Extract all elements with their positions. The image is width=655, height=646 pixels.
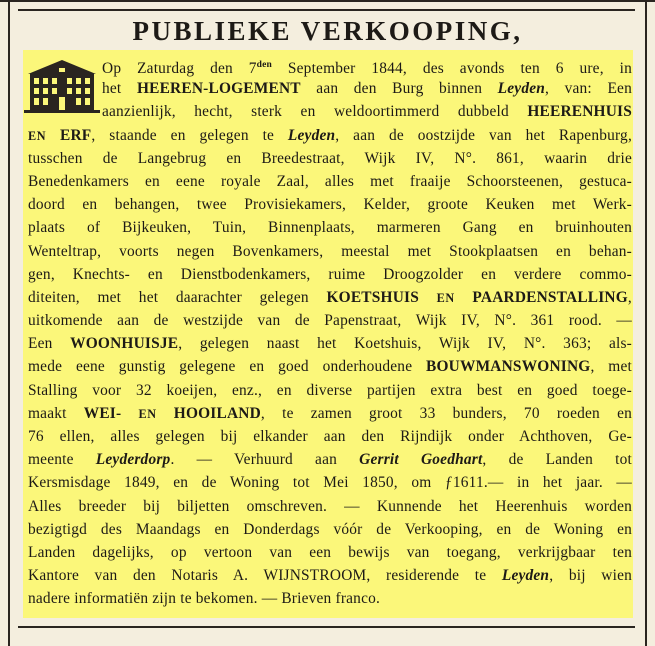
text-span: maakt (28, 404, 84, 422)
text-line (28, 471, 632, 494)
emphasis-span: BOUWMANSWONING (426, 358, 591, 376)
text-line (28, 495, 632, 518)
emphasis-span: HEERENHUIS (527, 103, 632, 121)
text-span: aan den Burg binnen (300, 80, 498, 98)
text-span: , van: Een (545, 80, 632, 98)
text-span: Benedenkamers en eene royale Zaal, alles met fraaije Schoorsteenen, gestuca- (28, 172, 632, 190)
text-line (28, 402, 632, 425)
emphasis-span: EN (436, 290, 455, 305)
text-line (28, 240, 632, 263)
left-column-rule (8, 0, 10, 646)
text-line (28, 286, 632, 309)
text-span: plaats of Bijkeuken, Tuin, Binnenplaats, marmeren Gang en bruinhouten (28, 219, 632, 237)
emphasis-span: WEI- (83, 404, 122, 422)
emphasis-span: Leyden (497, 80, 546, 98)
top-border-rule (0, 0, 655, 2)
emphasis-span: HEEREN-LOGEMENT (136, 80, 301, 98)
text-line (28, 263, 632, 286)
emphasis-span: KOETSHUIS (326, 288, 419, 306)
text-line (28, 124, 632, 147)
text-span: , bij wien (549, 567, 632, 585)
text-line (28, 448, 632, 471)
emphasis-span: HOOILAND (173, 404, 261, 422)
emphasis-span: Gerrit Goedhart (359, 451, 483, 469)
text-span: , met (590, 358, 632, 376)
text-span: Stalling voor 32 koeijen, enz., en diverse partijen extra best en goed toege- (28, 381, 632, 399)
text-span: Op Zaturdag den 7 (102, 60, 257, 77)
text-span: het (102, 80, 137, 98)
text-span: , (627, 288, 632, 306)
text-line (28, 54, 632, 77)
text-line (28, 379, 632, 402)
emphasis-span: EN (138, 406, 157, 421)
text-span (419, 289, 437, 306)
text-span (455, 289, 473, 306)
emphasis-span: Leyderdorp (95, 451, 171, 469)
text-line (28, 332, 632, 355)
text-span: , staande en gelegen te (91, 126, 288, 144)
text-span: doord en behangen, twee Provisiekamers, Kelder, groote Keuken met Werk- (28, 196, 632, 214)
emphasis-span: Leyden (501, 567, 550, 585)
text-line (28, 518, 632, 541)
text-span: Landen dagelijks, op vertoon van een bewijs van toegang, verkrijgbaar ten (28, 543, 632, 561)
text-span: , de Landen tot (482, 451, 632, 469)
text-line (28, 541, 632, 564)
text-span: 76 ellen, alles gelegen bij elkander aan den Rijndijk onder Achthoven, Ge- (28, 428, 632, 445)
text-span (46, 127, 60, 144)
text-line (28, 147, 632, 170)
text-span: Wenteltrap, voorts negen Bovenkamers, meestal met Stookplaatsen en behan- (28, 242, 632, 260)
right-column-rule (645, 0, 647, 646)
bottom-rule (18, 626, 635, 628)
text-span: . — Verhuurd aan (170, 451, 360, 469)
text-span: mede eene gunstig gelegene en goed onderhoudene (28, 358, 427, 376)
text-span: meente (28, 451, 96, 469)
text-span: nadere informatiën zijn te bekomen. — Brieven franco. (28, 590, 381, 608)
text-span (157, 405, 174, 422)
text-span (121, 405, 138, 422)
text-line (28, 564, 632, 587)
text-line (28, 100, 632, 123)
text-span: Kersmisdage 1849, en de Woning tot Mei 1850, om ƒ1611.— in het jaar. — (28, 474, 632, 492)
emphasis-span: ERF (60, 126, 92, 144)
text-span: tusschen de Langebrug en Breedestraat, Wijk IV, N°. 861, waarin drie (28, 149, 632, 167)
emphasis-span: den (256, 60, 273, 70)
advertisement-body (28, 54, 632, 611)
emphasis-span: WOONHUISJE (70, 335, 179, 353)
text-span: gen, Knechts- en Dienstbodenkamers, ruime Droogzolder en verdere commo- (28, 265, 632, 283)
text-span: Een (28, 335, 71, 353)
text-line (28, 425, 632, 448)
emphasis-span: EN (28, 128, 47, 143)
top-rule (18, 9, 635, 11)
text-span: aanzienlijk, hecht, sterk en weldoortimmerd dubbeld (102, 103, 528, 121)
text-span: , te zamen groot 33 bunders, 70 roeden en (260, 404, 632, 422)
text-span: Kantore van den Notaris A. WIJNSTROOM, residerende te (28, 567, 502, 585)
emphasis-span: PAARDENSTALLING (472, 288, 628, 306)
text-span: September 1844, des avonds ten 6 ure, in (272, 60, 632, 77)
text-span: Alles breeder bij biljetten omschreven. — Kunnende het Heerenhuis worden (28, 497, 632, 515)
text-span: bezigtigd des Maandags en Donderdags vóór de Verkooping, en de Woning en (28, 520, 632, 538)
text-span: , gelegen naast het Koetshuis, Wijk IV, N°. 363; als- (178, 335, 632, 353)
text-span: diteiten, met het daarachter gelegen (28, 288, 327, 306)
text-line (28, 193, 632, 216)
text-span: , aan de oostzijde van het Rapenburg, (335, 126, 632, 144)
text-line (28, 77, 632, 100)
text-line (28, 587, 632, 610)
emphasis-span: Leyden (287, 126, 336, 144)
notice-title: PUBLIEKE VERKOOPING, (132, 16, 523, 46)
text-line (28, 170, 632, 193)
text-line (28, 355, 632, 378)
text-span: uitkomende aan de westzijde van de Papenstraat, Wijk IV, N°. 361 rood. — (28, 312, 632, 330)
text-line (28, 309, 632, 332)
text-line (28, 216, 632, 239)
